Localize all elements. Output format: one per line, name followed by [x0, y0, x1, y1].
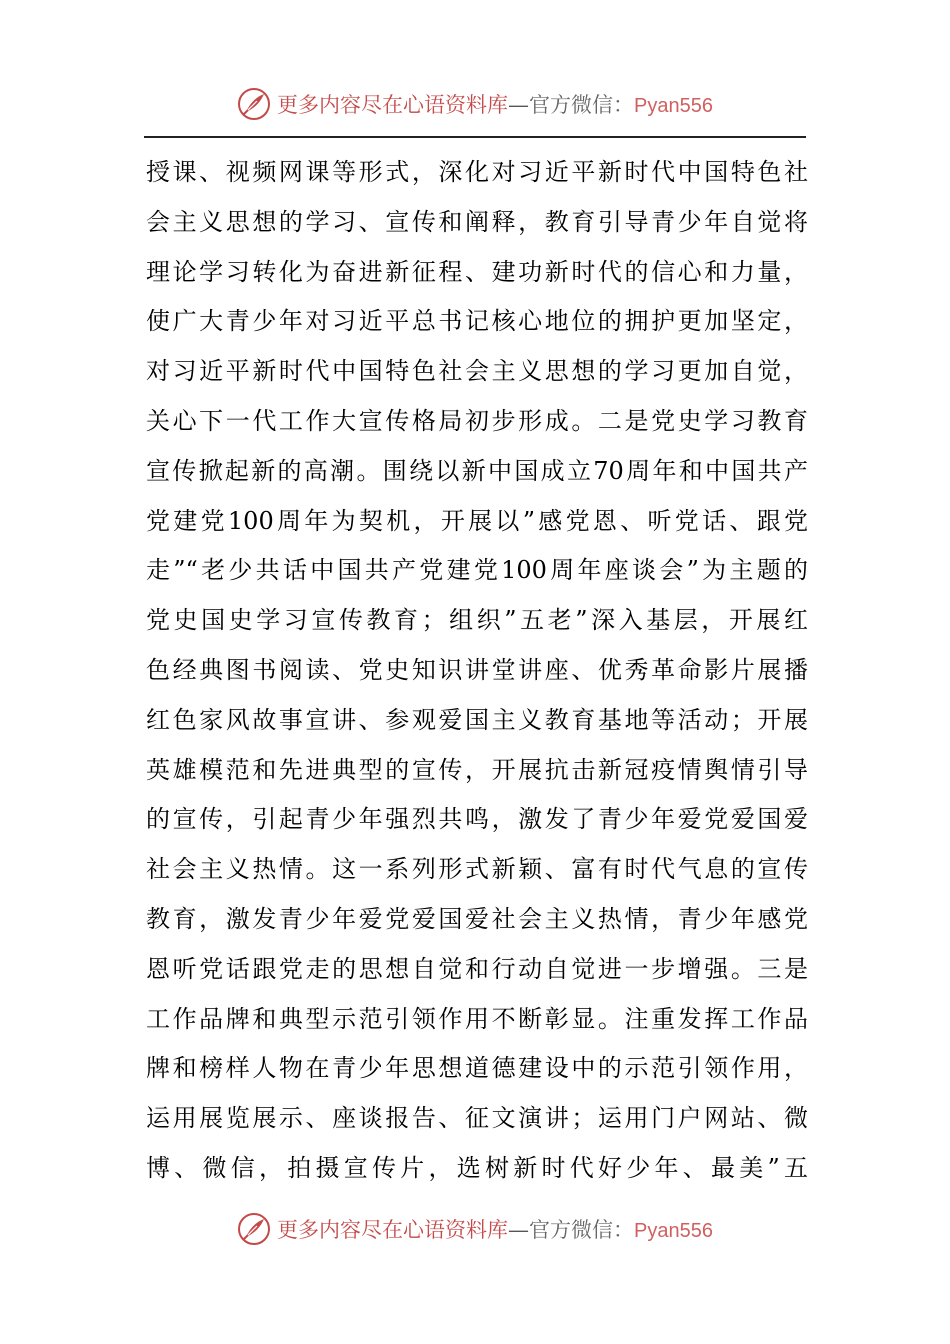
body-line: 教育，激发青少年爱党爱国爱社会主义热情，青少年感党	[146, 904, 808, 933]
body-line: 工作品牌和典型示范引领作用不断彰显。注重发挥工作品	[146, 1004, 808, 1033]
footer-brand-text: 更多内容尽在心语资料库	[277, 1218, 509, 1242]
header-separator: —	[508, 93, 530, 117]
header-account: Pyan556	[634, 95, 713, 117]
header-banner	[0, 84, 950, 124]
footer-banner	[0, 1209, 950, 1249]
body-line: 运用展览展示、座谈报告、征文演讲；运用门户网站、微	[146, 1104, 808, 1133]
feather-pen-logo-icon	[237, 87, 271, 121]
header-brand-text: 更多内容尽在心语资料库	[277, 93, 509, 117]
body-line: 恩听党话跟党走的思想自觉和行动自觉进一步增强。三是	[146, 954, 808, 983]
body-line: 党史国史学习宣传教育；组织”五老”深入基层，开展红	[146, 606, 808, 635]
body-line: 关心下一代工作大宣传格局初步形成。二是党史学习教育	[146, 406, 808, 435]
body-line: 博、微信，拍摄宣传片，选树新时代好少年、最美”五	[146, 1153, 808, 1182]
body-line: 的宣传，引起青少年强烈共鸣，激发了青少年爱党爱国爱	[146, 805, 808, 834]
body-line: 党建党100周年为契机，开展以”感党恩、听党话、跟党	[146, 506, 808, 535]
body-line: 走”“老少共话中国共产党建党100周年座谈会”为主题的	[146, 556, 808, 585]
body-line: 对习近平新时代中国特色社会主义思想的学习更加自觉，	[146, 357, 808, 386]
body-line: 英雄模范和先进典型的宣传，开展抗击新冠疫情舆情引导	[146, 755, 808, 784]
body-line: 社会主义热情。这一系列形式新颖、富有时代气息的宣传	[146, 855, 808, 884]
footer-banner-text	[277, 1214, 713, 1244]
footer-wechat-label: 官方微信：	[529, 1218, 635, 1242]
body-line: 理论学习转化为奋进新征程、建功新时代的信心和力量，	[146, 257, 808, 286]
body-line: 宣传掀起新的高潮。围绕以新中国成立70周年和中国共产	[146, 456, 808, 485]
body-line: 色经典图书阅读、党史知识讲堂讲座、优秀革命影片展播	[146, 655, 808, 684]
header-rule	[144, 136, 806, 138]
header-banner-text	[277, 89, 713, 119]
body-line: 红色家风故事宣讲、参观爱国主义教育基地等活动；开展	[146, 705, 808, 734]
body-line: 使广大青少年对习近平总书记核心地位的拥护更加坚定，	[146, 307, 808, 336]
feather-pen-logo-icon	[237, 1212, 271, 1246]
document-body	[146, 148, 808, 1194]
body-line: 授课、视频网课等形式，深化对习近平新时代中国特色社	[146, 158, 808, 186]
body-line: 牌和榜样人物在青少年思想道德建设中的示范引领作用，	[146, 1054, 808, 1083]
header-wechat-label: 官方微信：	[529, 93, 635, 117]
footer-account: Pyan556	[634, 1220, 713, 1242]
footer-separator: —	[508, 1218, 530, 1242]
body-line: 会主义思想的学习、宣传和阐释，教育引导青少年自觉将	[146, 207, 808, 236]
